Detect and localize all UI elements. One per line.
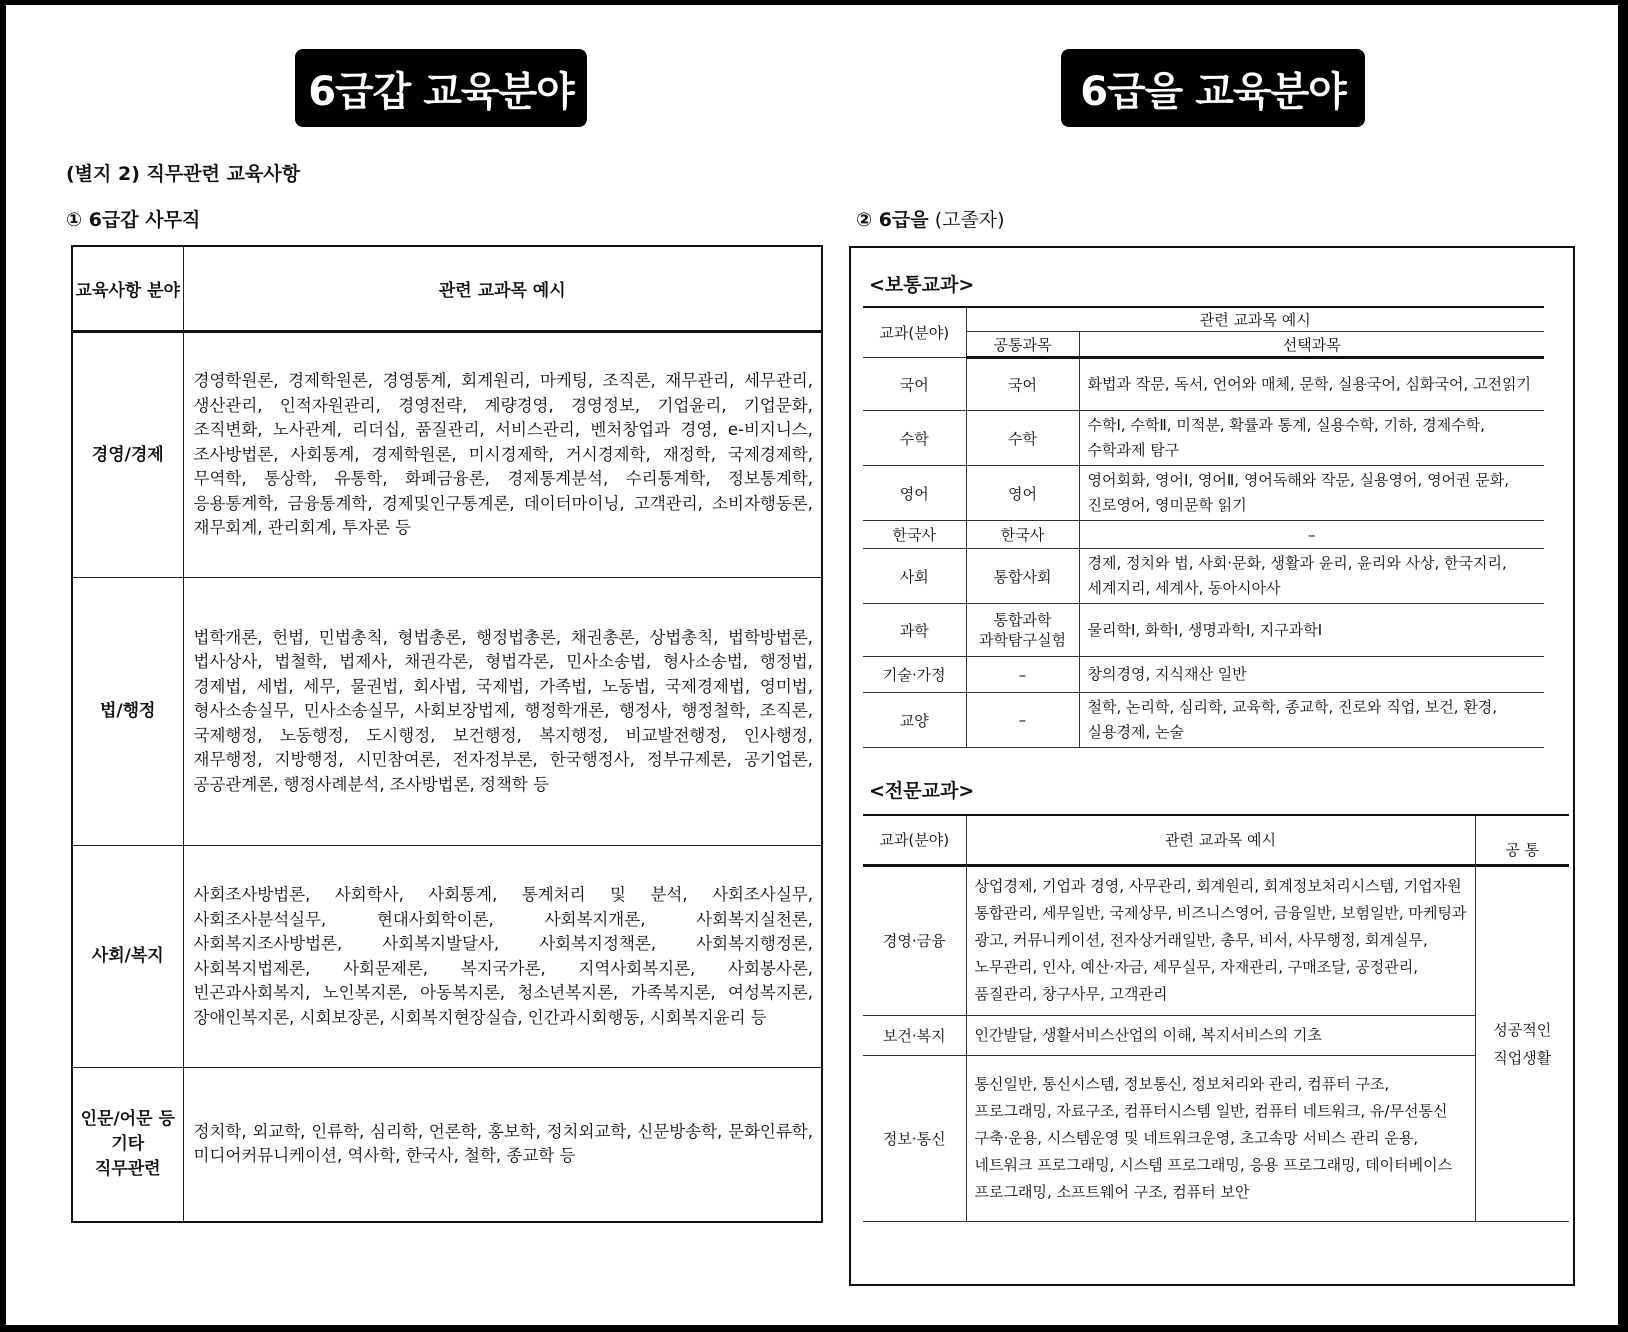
category-cell: 경영/경제 [72, 332, 183, 578]
header-examples: 관련 교과목 예시 [966, 815, 1475, 865]
education-table-6-gap [71, 245, 823, 1223]
subjects-cell: 상업경제, 기업과 경영, 사무관리, 회계원리, 회계정보처리시스템, 기업자원 통합관리, 세무일반, 국제상무, 비즈니스영어, 금융일반, 보험일반, 마케팅과 광고, 커뮤니케이션, 전자상거래일반, 총무, 비서, 사무행정, 회계실무, 노무관리, 인사, 예산·자금, 세무실무, 자재관리, 구매조달, 공정관리, 품질관리, 창구사무, 고객관리 [966, 865, 1475, 1015]
table-row [863, 1015, 1569, 1055]
common-line: 통합과학 [993, 611, 1052, 629]
common-cell: 국어 [966, 358, 1079, 411]
field-cell: 기술·가정 [863, 657, 966, 693]
common-cell [1475, 865, 1569, 1221]
elective-cell: 화법과 작문, 독서, 언어와 매체, 문학, 실용국어, 심화국어, 고전읽기 [1079, 358, 1544, 411]
field-cell: 한국사 [863, 521, 966, 549]
table-row [72, 846, 822, 1068]
common-line: 성공적인 [1493, 1020, 1552, 1039]
subjects-cell: 통신일반, 통신시스템, 정보통신, 정보처리와 관리, 컴퓨터 구조, 프로그래밍, 자료구조, 컴퓨터시스템 일반, 컴퓨터 네트워크, 유/무선통신 구축·운용, 시스템운영 및 네트워크운영, 초고속망 서비스 관리 운용, 네트워크 프로그래밍, 시스템 프로그래밍, 응용 프로그래밍, 데이터베이스 프로그래밍, 소프트웨어 구조, 컴퓨터 보안 [966, 1055, 1475, 1221]
table-row [863, 657, 1544, 693]
elective-cell: 영어회화, 영어Ⅰ, 영어Ⅱ, 영어독해와 작문, 실용영어, 영어권 문화, 진로영어, 영미문학 읽기 [1079, 466, 1544, 521]
field-cell: 과학 [863, 604, 966, 657]
table-row [863, 358, 1544, 411]
table-row [863, 865, 1569, 1015]
common-cell: 한국사 [966, 521, 1079, 549]
common-cell: 수학 [966, 411, 1079, 466]
common-line: 직업생활 [1493, 1048, 1552, 1067]
subjects-cell: 법학개론, 헌법, 민법총칙, 형법총론, 행정법총론, 채권총론, 상법총칙, 법학방법론, 법사상사, 법철학, 법제사, 채권각론, 형법각론, 민사소송법, 형사소송법, 행정법, 경제법, 세법, 세무, 물권법, 회사법, 국제법, 가족법, 노동법, 국제경제법, 영미법, 형사소송실무, 민사소송실무, 사회보장법제, 행정학개론, 행정사, 행정철학, 조직론, 국제행정, 노동행정, 도시행정, 보건행정, 복지행정, 비교발전행정, 인사행정, 재무행정, 지방행정, 시민참여론, 전자정부론, 한국행정사, 정부규제론, 공기업론, 공공관계론, 행정사례분석, 조사방법론, 정책학 등 [183, 578, 822, 846]
header-examples: 관련 교과목 예시 [966, 307, 1544, 332]
category-line: 기타 [111, 1133, 145, 1154]
category-cell: 사회/복지 [72, 846, 183, 1068]
header-field: 교과(분야) [863, 815, 966, 865]
table-row [863, 1055, 1569, 1221]
table-row [72, 332, 822, 578]
common-cell: – [966, 693, 1079, 748]
document-page [6, 5, 1618, 1325]
header-field: 교과(분야) [863, 307, 966, 358]
elective-cell: 철학, 논리학, 심리학, 교육학, 종교학, 진로와 직업, 보건, 환경, 실용경제, 논술 [1079, 693, 1544, 748]
common-cell [966, 604, 1079, 657]
special-subjects-title: <전문교과> [869, 780, 975, 802]
header-elective: 선택과목 [1079, 332, 1544, 358]
field-cell: 보건·복지 [863, 1015, 966, 1055]
header-field: 교육사항 분야 [72, 246, 183, 332]
badge-6-gap: 6급갑 교육분야 [295, 49, 587, 127]
table-row [863, 466, 1544, 521]
education-box-6-eul [849, 246, 1575, 1286]
table-row [863, 521, 1544, 549]
category-cell [72, 1068, 183, 1222]
section-note: (고졸자) [934, 209, 1005, 231]
field-cell: 정보·통신 [863, 1055, 966, 1221]
table-row [72, 578, 822, 846]
field-cell: 사회 [863, 549, 966, 604]
general-subjects-title: <보통교과> [869, 274, 975, 296]
general-subjects-table [863, 306, 1544, 748]
special-subjects-table [863, 814, 1569, 1222]
header-subjects: 관련 교과목 예시 [183, 246, 822, 332]
field-cell: 수학 [863, 411, 966, 466]
category-line: 직무관련 [94, 1158, 161, 1179]
field-cell: 교양 [863, 693, 966, 748]
header-common: 공통과목 [966, 332, 1079, 358]
table-row [863, 411, 1544, 466]
subjects-cell: 인간발달, 생활서비스산업의 이해, 복지서비스의 기초 [966, 1015, 1475, 1055]
field-cell: 국어 [863, 358, 966, 411]
table-row [863, 604, 1544, 657]
table-row [72, 1068, 822, 1222]
common-cell: 영어 [966, 466, 1079, 521]
elective-cell: 경제, 정치와 법, 사회·문화, 생활과 윤리, 윤리와 사상, 한국지리, 세계지리, 세계사, 동아시아사 [1079, 549, 1544, 604]
category-cell: 법/행정 [72, 578, 183, 846]
subjects-cell: 정치학, 외교학, 인류학, 심리학, 언론학, 홍보학, 정치외교학, 신문방송학, 문화인류학, 미디어커뮤니케이션, 역사학, 한국사, 철학, 종교학 등 [183, 1068, 822, 1222]
header-common: 공 통 [1475, 815, 1569, 865]
common-line: 과학탐구실험 [979, 631, 1066, 649]
annex-title: (별지 2) 직무관련 교육사항 [66, 163, 300, 185]
elective-cell: 수학Ⅰ, 수학Ⅱ, 미적분, 확률과 통계, 실용수학, 기하, 경제수학, 수학과제 탐구 [1079, 411, 1544, 466]
section-title-text: ② 6급을 [856, 209, 929, 231]
table-row [863, 693, 1544, 748]
elective-cell: – [1079, 521, 1544, 549]
subjects-cell: 경영학원론, 경제학원론, 경영통계, 회계원리, 마케팅, 조직론, 재무관리, 세무관리, 생산관리, 인적자원관리, 경영전략, 계량경영, 경영정보, 기업윤리, 기업문화, 조직변화, 노사관계, 리더십, 품질관리, 서비스관리, 벤처창업과 경영, e-비지니스, 조사방법론, 사회통계, 경제학원론, 미시경제학, 거시경제학, 재정학, 국제경제학, 무역학, 통상학, 유통학, 화폐금융론, 경제통계분석, 수리통계학, 정보통계학, 응용통계학, 금융통계학, 경제및인구통계론, 데이터마이닝, 고객관리, 소비자행동론, 재무회계, 관리회계, 투자론 등 [183, 332, 822, 578]
subjects-cell: 사회조사방법론, 사회학사, 사회통계, 통계처리 및 분석, 사회조사실무, 사회조사분석실무, 현대사회학이론, 사회복지개론, 사회복지실천론, 사회복지조사방법론, 사회복지발달사, 사회복지정책론, 사회복지행정론, 사회복지법제론, 사회문제론, 복지국가론, 지역사회복지론, 사회봉사론, 빈곤과사회복지, 노인복지론, 아동복지론, 청소년복지론, 가족복지론, 여성복지론, 장애인복지론, 시회보장론, 시회복지현장실습, 인간과시회행동, 시회복지윤리 등 [183, 846, 822, 1068]
field-cell: 영어 [863, 466, 966, 521]
elective-cell: 창의경영, 지식재산 일반 [1079, 657, 1544, 693]
badge-6-eul: 6급을 교육분야 [1061, 49, 1365, 127]
elective-cell: 물리학Ⅰ, 화학Ⅰ, 생명과학Ⅰ, 지구과학Ⅰ [1079, 604, 1544, 657]
table-row [863, 549, 1544, 604]
common-cell: – [966, 657, 1079, 693]
field-cell: 경영·금융 [863, 865, 966, 1015]
section-title-6-gap: ① 6급갑 사무직 [66, 209, 201, 231]
common-cell: 통합사회 [966, 549, 1079, 604]
category-line: 인문/어문 등 [80, 1108, 175, 1129]
section-title-6-eul [856, 205, 1005, 232]
